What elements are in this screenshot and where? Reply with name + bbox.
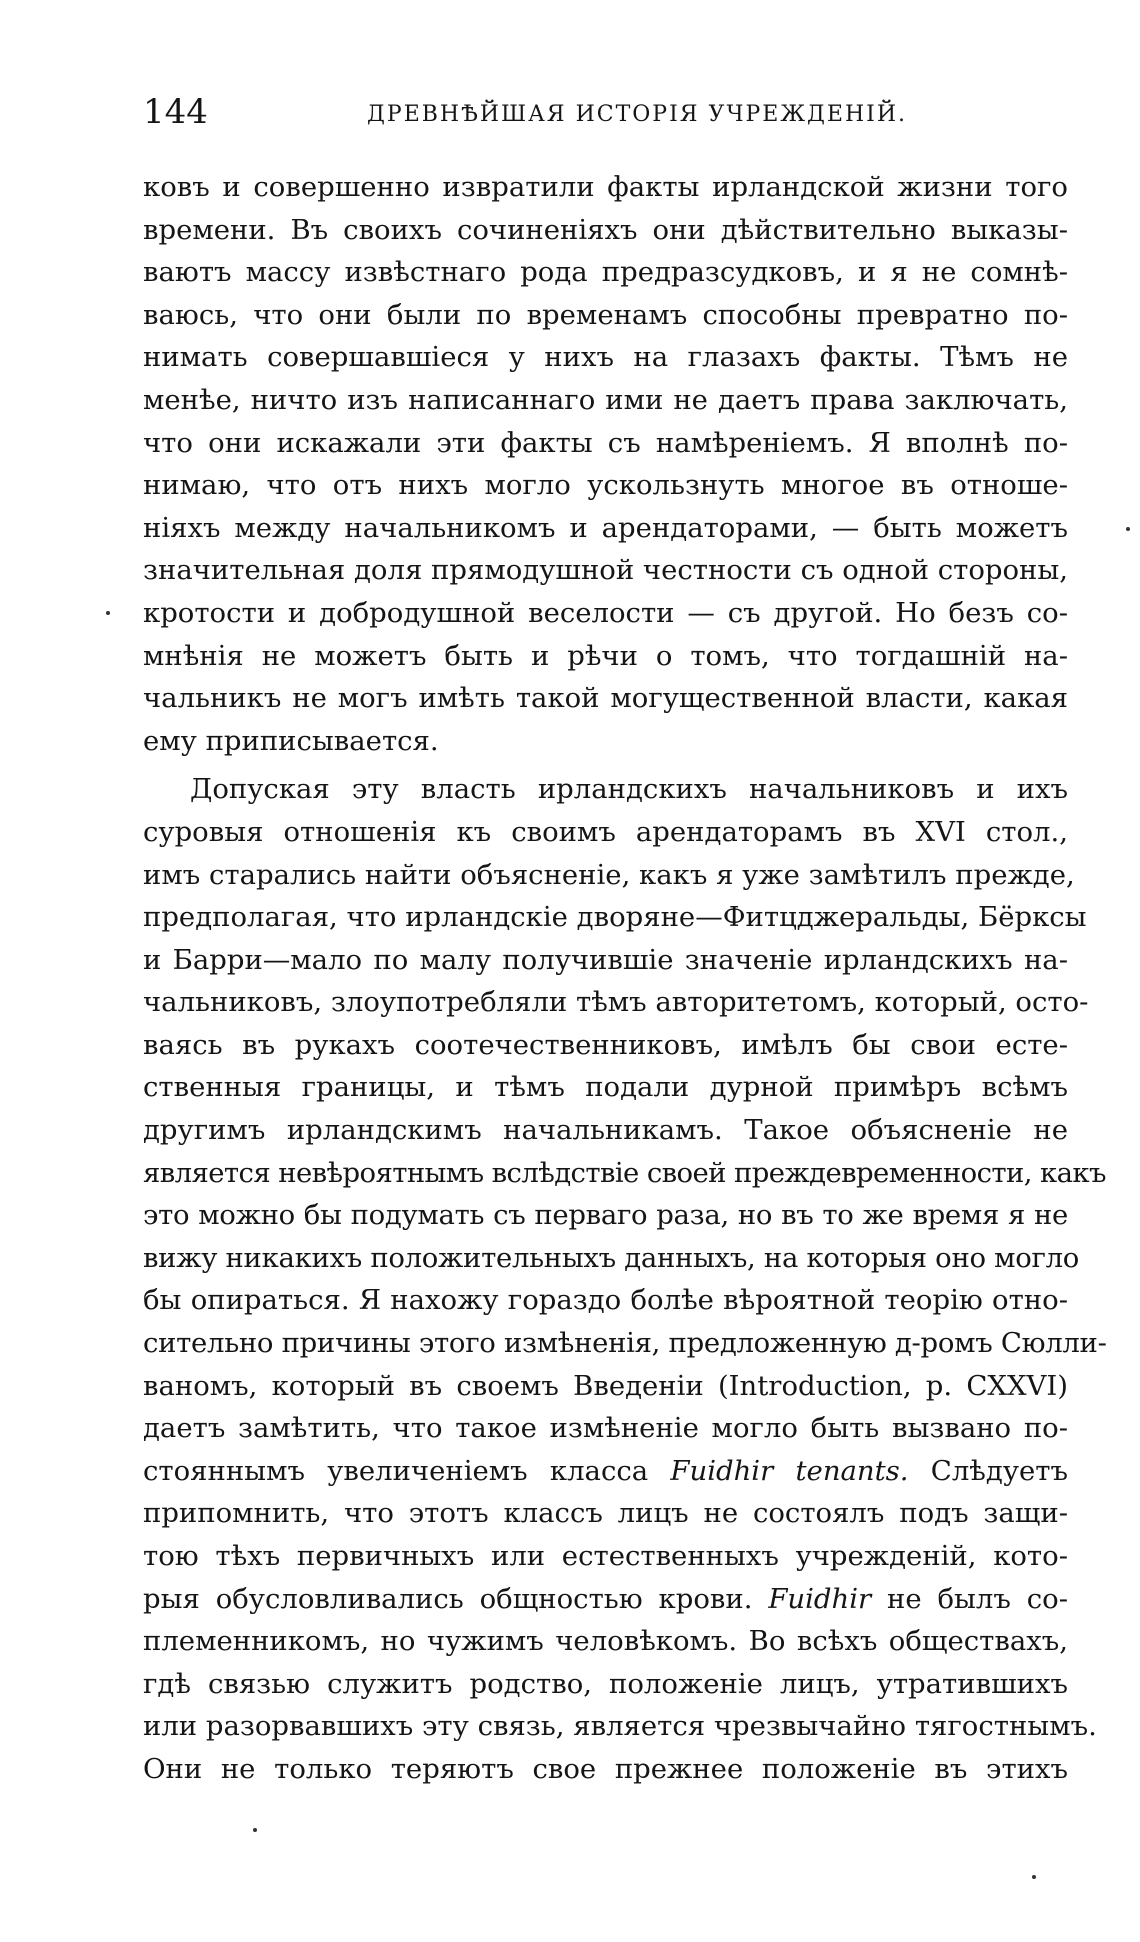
text-line: ваютъ массу извѣстнаго рода предразсудковъ, и я не сомнѣ- (143, 256, 1068, 289)
text-line: является невѣроятнымъ вслѣдствіе своей преждевременности, какъ (143, 1156, 1106, 1189)
text-line: племенникомъ, но чужимъ человѣкомъ. Во всѣхъ обществахъ, (143, 1625, 1068, 1658)
scan-speck (1032, 1875, 1036, 1879)
text-line: тою тѣхъ первичныхъ или естественныхъ учрежденій, кото- (143, 1540, 1068, 1572)
text-line: ваномъ, который въ своемъ Введеніи (Introduction, p. CXXVI) (143, 1369, 1068, 1402)
text-line-with-term (143, 1450, 1068, 1493)
text-line: времени. Въ своихъ сочиненіяхъ они дѣйствительно выказы- (143, 213, 1068, 246)
text-line: Допуская эту власть ирландскихъ начальниковъ и ихъ (190, 773, 1068, 806)
text-line: ему приписывается. (143, 724, 439, 757)
italic-term: Fuidhir tenants. (670, 1454, 909, 1487)
text-line: ковъ и совершенно извратили факты ирландской жизни того (143, 171, 1068, 203)
text-line: Они не только теряютъ свое прежнее положеніе въ этихъ (143, 1752, 1068, 1785)
page-header (143, 92, 1073, 136)
text-line: что они искажали эти факты съ намѣреніемъ. Я вполнѣ по- (143, 426, 1068, 459)
text-line: это можно бы подумать съ перваго раза, но въ то же время я не (143, 1199, 1068, 1232)
text-line: ніяхъ между начальникомъ и арендаторами, — быть можетъ (143, 511, 1068, 544)
text-line-with-term (143, 1578, 1068, 1621)
scan-speck (1126, 527, 1130, 531)
running-title: ДРЕВНѢЙШАЯ ИСТОРІЯ УЧРЕЖДЕНІЙ. (367, 102, 908, 127)
text-line: кротости и добродушной веселости — съ другой. Но безъ со- (143, 596, 1068, 629)
text-line: менѣе, ничто изъ написаннаго ими не даетъ права заключать, (143, 383, 1068, 416)
text-fragment: Слѣдуетъ (930, 1454, 1068, 1487)
page-number: 144 (143, 92, 208, 132)
text-fragment: не былъ со- (887, 1582, 1068, 1615)
text-line: значительная доля прямодушной честности съ одной стороны, (143, 554, 1068, 587)
text-fragment: рыя обусловливались общностью крови. (143, 1582, 753, 1615)
text-line: даетъ замѣтить, что такое измѣненіе могло быть вызвано по- (143, 1412, 1068, 1445)
text-line: ваюсь, что они были по временамъ способны превратно по- (143, 298, 1068, 331)
text-line: вижу никакихъ положительныхъ данныхъ, на которыя оно могло (143, 1241, 1080, 1274)
text-line: ваясь въ рукахъ соотечественниковъ, имѣлъ бы свои есте- (143, 1028, 1068, 1061)
text-line: чальниковъ, злоупотребляли тѣмъ авторитетомъ, который, осто- (143, 986, 1089, 1019)
text-line: предполагая, что ирландскіе дворяне—Фитцджеральды, Бёрксы (143, 901, 1087, 934)
text-line: сительно причины этого измѣненія, предложенную д-ромъ Сюлли- (143, 1327, 1107, 1360)
text-line: суровыя отношенія къ своимъ арендаторамъ въ XVI стол., (143, 815, 1068, 848)
text-line: и Барри—мало по малу получившіе значеніе ирландскихъ на- (143, 943, 1068, 976)
scan-speck (106, 611, 110, 615)
text-line: ственныя границы, и тѣмъ подали дурной примѣръ всѣмъ (143, 1071, 1068, 1104)
body-text (143, 166, 1107, 1791)
text-line: мнѣнія не можетъ быть и рѣчи о томъ, что тогдашній на- (143, 639, 1068, 672)
scan-speck (253, 1828, 257, 1832)
text-line: припомнить, что этотъ классъ лицъ не состоялъ подъ защи- (143, 1497, 1068, 1530)
italic-term: Fuidhir (768, 1582, 872, 1615)
text-line: бы опираться. Я нахожу гораздо болѣе вѣроятной теорію отно- (143, 1284, 1068, 1317)
text-line: или разорвавшихъ эту связь, является чрезвычайно тягостнымъ. (143, 1710, 1097, 1743)
text-line: другимъ ирландскимъ начальникамъ. Такое объясненіе не (143, 1114, 1068, 1147)
text-line: гдѣ связью служитъ родство, положеніе лицъ, утратившихъ (143, 1667, 1068, 1700)
text-line: чальникъ не могъ имѣть такой могущественной власти, какая (143, 682, 1068, 715)
text-line: имъ старались найти объясненіе, какъ я уже замѣтилъ прежде, (143, 858, 1075, 891)
text-line: нимать совершавшіеся у нихъ на глазахъ факты. Тѣмъ не (143, 341, 1068, 374)
text-line: нимаю, что отъ нихъ могло ускользнуть многое въ отноше- (143, 469, 1068, 502)
text-fragment: стояннымъ увеличеніемъ класса (143, 1454, 649, 1487)
